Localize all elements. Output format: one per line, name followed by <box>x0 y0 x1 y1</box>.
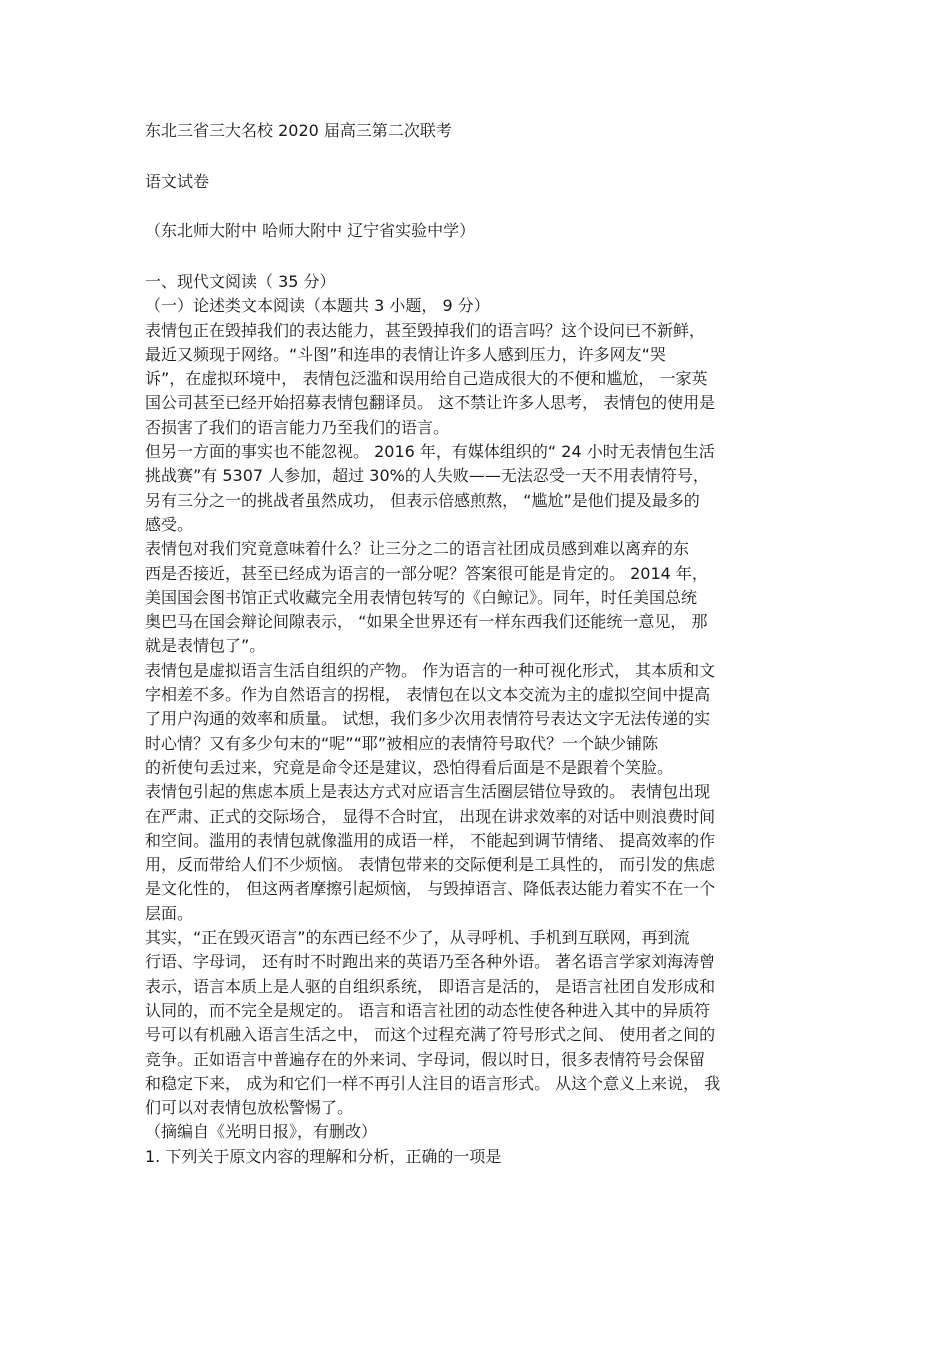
text-line: 竞争。正如语言中普遍存在的外来词、字母词，假以时日，很多表情符号会保留 <box>145 1049 706 1069</box>
text-line: 行语、字母词， 还有时不时跑出来的英语乃至各种外语。 著名语言学家刘海涛曾 <box>145 952 716 972</box>
reading-passage <box>145 270 810 1169</box>
text-line: 号可以有机融入语言生活之中， 而这个过程充满了符号形式之间、 使用者之间的 <box>145 1025 716 1045</box>
text-line: 西是否接近，甚至已经成为语言的一部分呢？答案很可能是肯定的。 2014 年， <box>145 563 708 583</box>
text-line: 层面。 <box>145 903 194 923</box>
text-line: 是文化性的， 但这两者摩擦引起烦恼， 与毁掉语言、降低表达能力着实不在一个 <box>145 879 716 899</box>
text-line: 奥巴马在国会辩论间隙表示， “如果全世界还有一样东西我们还能统一意见， 那 <box>145 612 708 632</box>
section-heading: 一、现代文阅读（ 35 分） <box>145 272 336 291</box>
text-line: 就是表情包了”。 <box>145 636 266 656</box>
text-line: 最近又频现于网络。“斗图”和连串的表情让许多人感到压力，许多网友“哭 <box>145 344 666 364</box>
exam-schools: （东北师大附中 哈师大附中 辽宁省实验中学） <box>145 221 476 240</box>
text-line: 表情包是虚拟语言生活自组织的产物。 作为语言的一种可视化形式， 其本质和文 <box>145 660 716 680</box>
text-line: 但另一方面的事实也不能忽视。 2016 年，有媒体组织的“ 24 小时无表情包生活 <box>145 442 715 462</box>
text-line: 表情包正在毁掉我们的表达能力，甚至毁掉我们的语言吗？这个设问已不新鲜， <box>145 320 706 340</box>
text-line: 在严肃、正式的交际场合， 显得不合时宜， 出现在讲求效率的对话中则浪费时间 <box>145 806 716 826</box>
exam-title: 东北三省三大名校 2020 届高三第二次联考 <box>145 121 452 140</box>
source-citation: （摘编自《光明日报》，有删改） <box>145 1122 378 1142</box>
text-line: 用，反而带给人们不少烦恼。 表情包带来的交际便利是工具性的， 而引发的焦虑 <box>145 855 716 875</box>
text-line: 美国国会图书馆正式收藏完全用表情包转写的《白鲸记》。同年，时任美国总统 <box>145 587 698 607</box>
text-line: 表示，语言本质上是人驱的自组织系统， 即语言是活的， 是语言社团自发形成和 <box>145 976 716 996</box>
subsection-heading: （一）论述类文本阅读（本题共 3 小题， 9 分） <box>145 296 490 316</box>
text-line: 感受。 <box>145 514 194 534</box>
text-line: 其实，“正在毁灭语言”的东西已经不少了，从寻呼机、手机到互联网，再到流 <box>145 928 690 948</box>
text-line: 诉”，在虚拟环境中， 表情包泛滥和误用给自己造成很大的不便和尴尬， 一家英 <box>145 369 708 389</box>
text-line: 的祈使句丢过来，究竟是命令还是建议，恐怕得看后面是不是跟着个笑脸。 <box>145 757 674 777</box>
text-line: 字相差不多。作为自然语言的拐棍， 表情包在以文本交流为主的虚拟空间中提高 <box>145 685 711 705</box>
text-line: 时心情？又有多少句末的“呢”“耶”被相应的表情符号取代？一个缺少铺陈 <box>145 733 659 753</box>
text-line: 和空间。滥用的表情包就像滥用的成语一样， 不能起到调节情绪、 提高效率的作 <box>145 830 716 850</box>
text-line: 否损害了我们的语言能力乃至我们的语言。 <box>145 417 450 437</box>
exam-subject: 语文试卷 <box>145 172 210 191</box>
text-line: 表情包对我们究竟意味着什么？让三分之二的语言社团成员感到难以离弃的东 <box>145 539 690 559</box>
text-line: 表情包引起的焦虑本质上是表达方式对应语言生活圈层错位导致的。 表情包出现 <box>145 782 711 802</box>
text-line: 另有三分之一的挑战者虽然成功， 但表示倍感煎熬， “尴尬”是他们提及最多的 <box>145 490 700 510</box>
text-line: 了用户沟通的效率和质量。 试想，我们多少次用表情符号表达文字无法传递的实 <box>145 709 711 729</box>
text-line: 认同的，而不完全是规定的。 语言和语言社团的动态性使各种进入其中的异质符 <box>145 1000 711 1020</box>
text-line: 和稳定下来， 成为和它们一样不再引人注目的语言形式。 从这个意义上来说， 我 <box>145 1073 721 1093</box>
text-line: 们可以对表情包放松警惕了。 <box>145 1098 354 1118</box>
question-1: 1. 下列关于原文内容的理解和分析，正确的一项是 <box>145 1146 502 1166</box>
text-line: 国公司甚至已经开始招募表情包翻译员。 这不禁让许多人思考， 表情包的使用是 <box>145 393 716 413</box>
text-line: 挑战赛”有 5307 人参加，超过 30%的人失败——无法忍受一天不用表情符号， <box>145 466 709 486</box>
